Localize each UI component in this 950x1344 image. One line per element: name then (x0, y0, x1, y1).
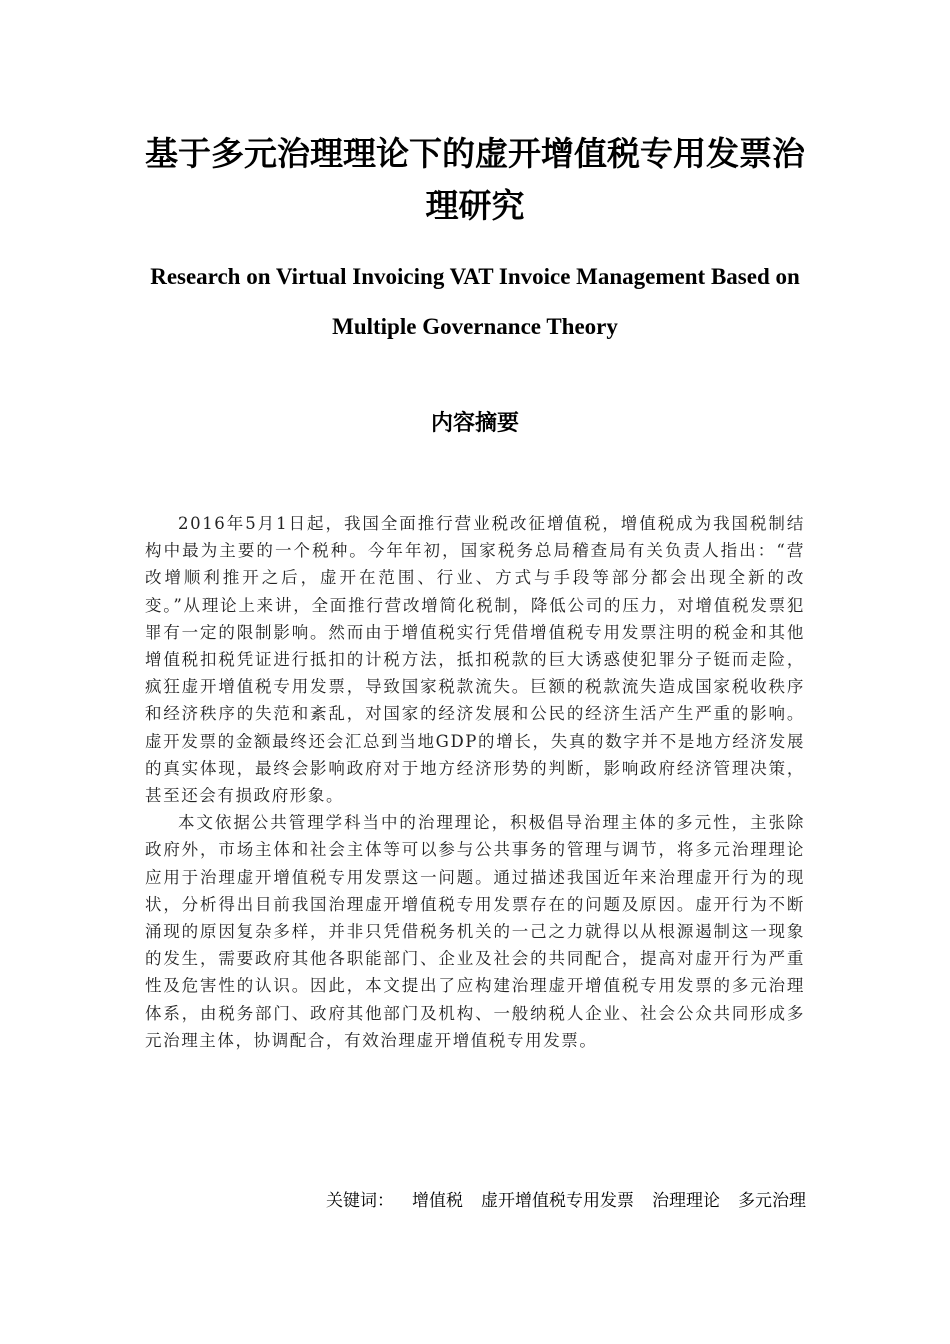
abstract-heading: 内容摘要 (430, 411, 519, 436)
abstract-body (145, 510, 805, 1054)
keywords-label: 关键词： (326, 1191, 394, 1211)
keyword: 治理理论 (652, 1191, 720, 1211)
keywords-line (326, 1186, 806, 1216)
keyword: 增值税 (412, 1191, 463, 1211)
keyword: 多元治理 (738, 1191, 806, 1211)
abstract-paragraph-1: 2016年5月1日起，我国全面推行营业税改征增值税，增值税成为我国税制结构中最为主要的一个税种。今年年初，国家税务总局稽查局有关负责人指出：“营改增顺利推开之后，虚开在范围、行业、方式与手段等部分都会出现全新的改变。”从理论上来讲，全面推行营改增简化税制，降低公司的压力，对增值税发票犯罪有一定的限制影响。然而由于增值税实行凭借增值税专用发票注明的税金和其他增值税扣税凭证进行抵扣的计税方法，抵扣税款的巨大诱惑使犯罪分子铤而走险，疯狂虚开增值税专用发票，导致国家税款流失。巨额的税款流失造成国家税收秩序和经济秩序的失范和紊乱，对国家的经济发展和公民的经济生活产生严重的影响。虚开发票的金额最终还会汇总到当地GDP的增长，失真的数字并不是地方经济发展的真实体现，最终会影响政府对于地方经济形势的判断，影响政府经济管理决策，甚至还会有损政府形象。 (145, 514, 805, 806)
abstract-paragraph-2: 本文依据公共管理学科当中的治理理论，积极倡导治理主体的多元性，主张除政府外，市场主体和社会主体等可以参与公共事务的管理与调节，将多元治理理论应用于治理虚开增值税专用发票这一问题。通过描述我国近年来治理虚开行为的现状，分析得出目前我国治理虚开增值税专用发票存在的问题及原因。虚开行为不断涌现的原因复杂多样，并非只凭借税务机关的一己之力就得以从根源遏制这一现象的发生，需要政府其他各职能部门、企业及社会的共同配合，提高对虚开行为严重性及危害性的认识。因此，本文提出了应构建治理虚开增值税专用发票的多元治理体系，由税务部门、政府其他部门及机构、一般纳税人企业、社会公众共同形成多元治理主体，协调配合，有效治理虚开增值税专用发票。 (145, 813, 805, 1050)
english-title: Research on Virtual Invoicing VAT Invoice Management Based on Multiple Governance Theory (150, 264, 800, 339)
keyword: 虚开增值税专用发票 (481, 1191, 634, 1211)
chinese-title: 基于多元治理理论下的虚开增值税专用发票治理研究 (145, 134, 805, 225)
